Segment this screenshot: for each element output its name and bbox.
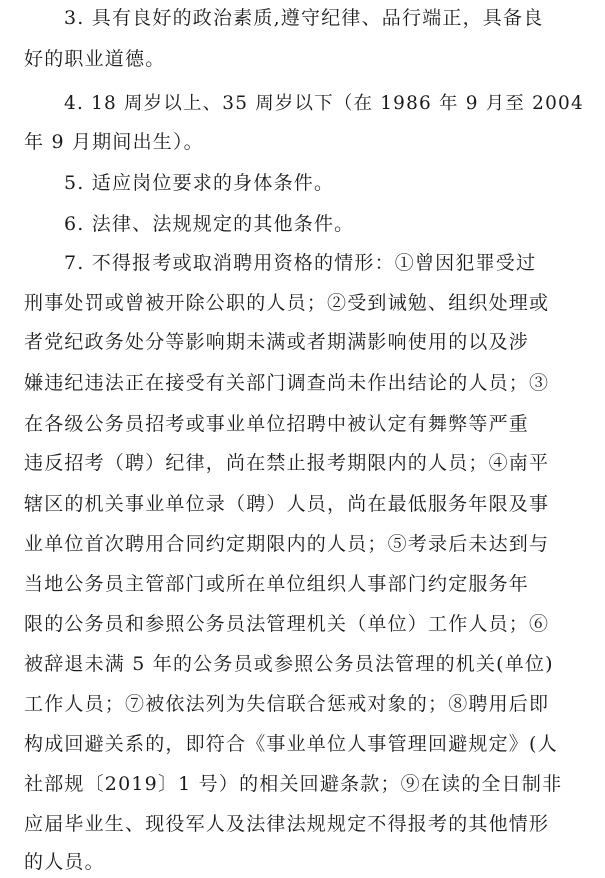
- text-line: 3. 具有良好的政治素质,遵守纪律、品行端正，具备良: [64, 7, 544, 29]
- text-line: 业单位首次聘用合同约定期限内的人员；⑤考录后未达到与: [24, 533, 550, 555]
- text-line: 者党纪政务处分等影响期未满或者期满影响使用的以及涉: [24, 331, 530, 353]
- text-line: 嫌违纪违法正在接受有关部门调查尚未作出结论的人员；③: [24, 372, 550, 394]
- text-line: 工作人员；⑦被依法列为失信联合惩戒对象的；⑧聘用后即: [24, 693, 550, 715]
- text-line: 的人员。: [24, 851, 105, 873]
- text-line: 7. 不得报考或取消聘用资格的情形：①曾因犯罪受过: [64, 252, 537, 274]
- text-line: 构成回避关系的，即符合《事业单位人事管理回避规定》(人: [24, 733, 558, 755]
- text-line: 辖区的机关事业单位录（聘）人员，尚在最低服务年限及事: [24, 493, 550, 515]
- text-line: 社部规〔2019〕1 号）的相关回避条款；⑨在读的全日制非: [24, 773, 563, 795]
- text-line: 5. 适应岗位要求的身体条件。: [64, 172, 335, 194]
- text-line: 被辞退未满 5 年的公务员或参照公务员法管理的机关(单位): [24, 653, 554, 675]
- text-line: 限的公务员和参照公务员法管理机关（单位）工作人员；⑥: [24, 613, 550, 635]
- text-line: 年 9 月期间出生）。: [24, 131, 204, 153]
- text-line: 好的职业道德。: [24, 48, 166, 70]
- text-line: 6. 法律、法规规定的其他条件。: [64, 213, 355, 235]
- text-line: 应届毕业生、现役军人及法律法规规定不得报考的其他情形: [24, 813, 550, 835]
- text-line: 刑事处罚或曾被开除公职的人员；②受到诫勉、组织处理或: [24, 292, 550, 314]
- text-line: 当地公务员主管部门或所在单位组织人事部门约定服务年: [24, 573, 530, 595]
- text-line: 违反招考（聘）纪律，尚在禁止报考期限内的人员；④南平: [24, 452, 550, 474]
- text-line: 在各级公务员招考或事业单位招聘中被认定有舞弊等严重: [24, 413, 530, 435]
- text-line: 4. 18 周岁以上、35 周岁以下（在 1986 年 9 月至 2004: [64, 93, 584, 114]
